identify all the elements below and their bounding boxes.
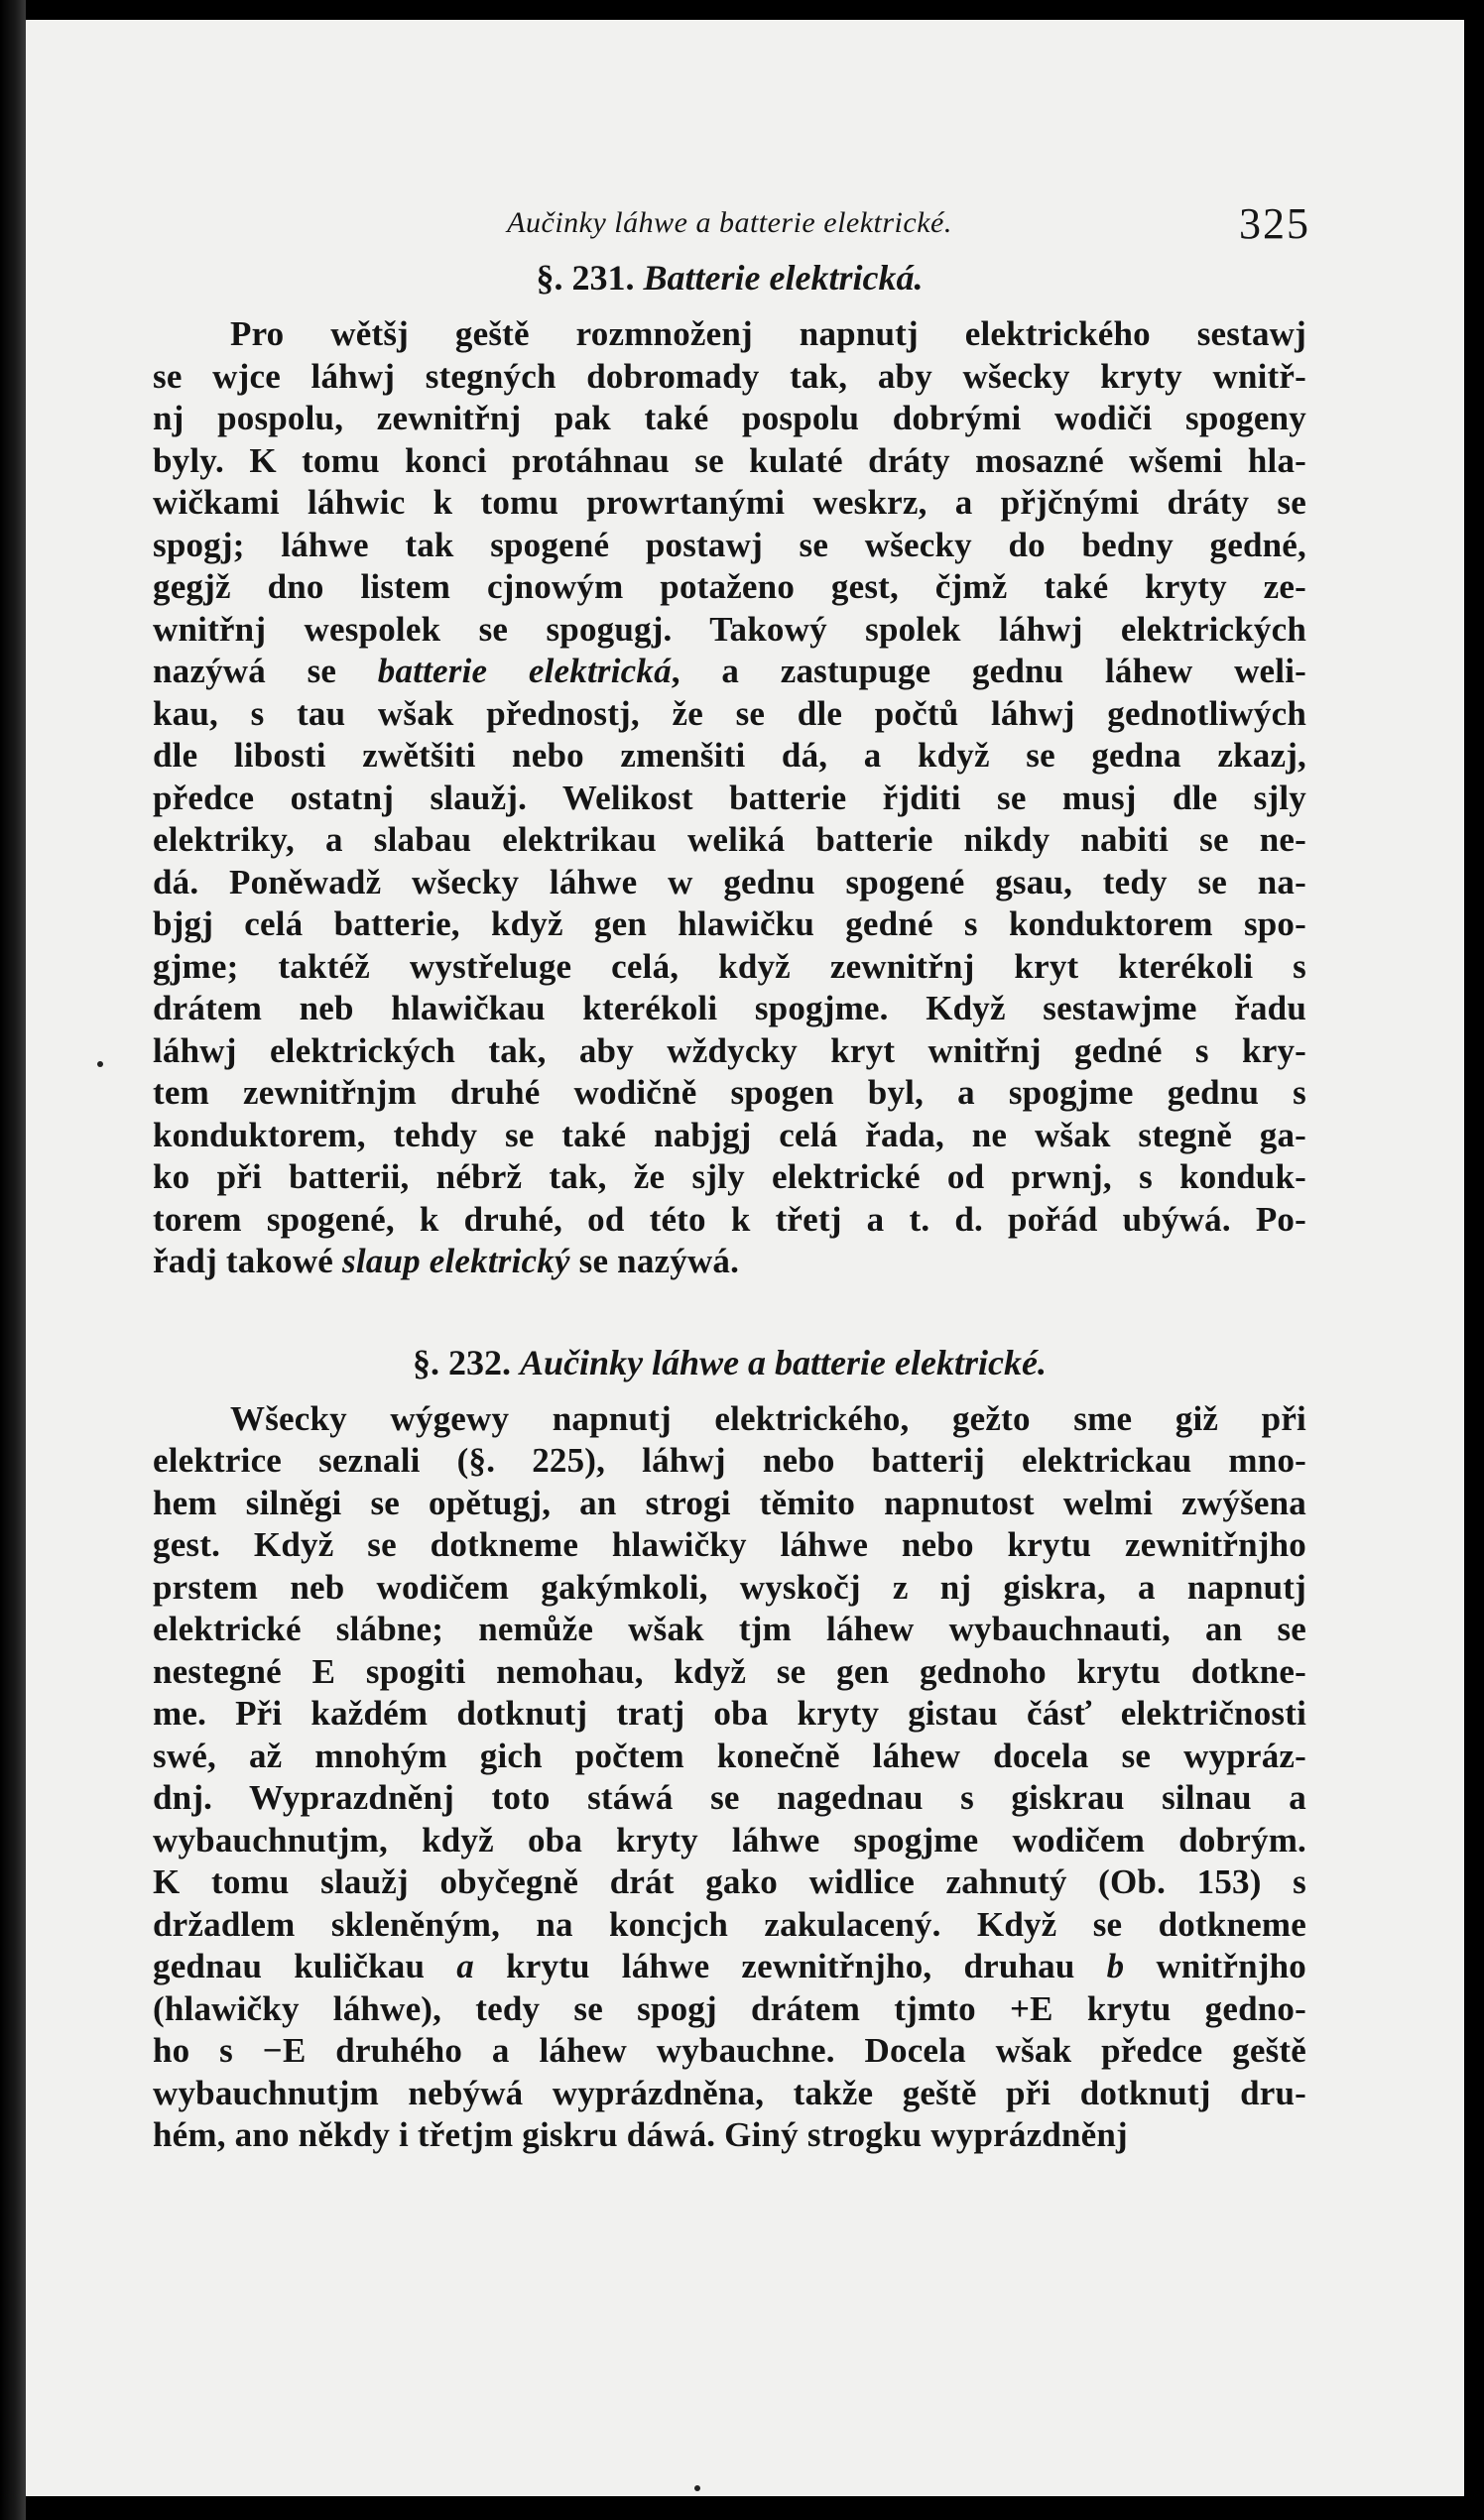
text-line: me. Při každém dotknutj tratj oba kryty gistau čásť električnosti xyxy=(153,1694,1306,1733)
text-line: wnitřnj wespolek se spogugj. Takowý spolek láhwj elektrických xyxy=(153,609,1306,649)
text-line: prstem neb wodičem gakýmkoli, wyskočj z nj giskra, a napnutj xyxy=(153,1567,1306,1607)
text-line: K tomu slaužj obyčegně drát gako widlice zahnutý (Ob. 153) s xyxy=(153,1862,1306,1901)
text-line: předce ostatnj slaužj. Welikost batterie řjditi se musj dle sjly xyxy=(153,778,1306,817)
text-line: gegjž dno listem cjnowým potaženo gest, čjmž také kryty ze- xyxy=(153,567,1306,606)
text-line: řadj takowé slaup elektrický se nazýwá. xyxy=(153,1242,740,1280)
text-line: konduktorem, tehdy se také nabjgj celá řada, ne wšak stegně ga- xyxy=(153,1115,1306,1154)
text-line: gest. Když se dotkneme hlawičky láhwe nebo krytu zewnitřnjho xyxy=(153,1525,1306,1564)
page-gutter xyxy=(0,0,26,2520)
text-line: hem silněgi se opětugj, an strogi těmito napnutost welmi zwýšena xyxy=(153,1483,1306,1522)
text-line: se wjce láhwj stegných dobromady tak, aby wšecky kryty wnitř- xyxy=(153,356,1306,396)
text-line: spogj; láhwe tak spogené postawj se wšecky do bedny gedné, xyxy=(153,525,1306,564)
text-line: Wšecky wýgewy napnutj elektrického, gežto sme giž při xyxy=(230,1398,1306,1438)
section-232-number: §. 232. xyxy=(413,1342,512,1382)
section-232-title: Aučinky láhwe a batterie elektrické. xyxy=(520,1342,1047,1382)
text-line: dá. Poněwadž wšecky láhwe w gednu spogené gsau, tedy se na- xyxy=(153,862,1306,901)
text-line: wybauchnutjm, když oba kryty láhwe spogjme wodičem dobrým. xyxy=(153,1820,1306,1860)
text-line: nj pospolu, zewnitřnj pak také pospolu dobrými wodiči spogeny xyxy=(153,399,1306,437)
text-line: ko při batterii, nébrž tak, že sjly elektrické od prwnj, s konduk- xyxy=(153,1157,1306,1196)
text-line: wičkami láhwic k tomu prowrtanými weskrz, a přjčnými dráty se xyxy=(153,483,1306,522)
text-line: dnj. Wyprazdněnj toto stáwá se nagednau s giskrau silnau a xyxy=(153,1778,1306,1817)
running-head xyxy=(153,188,1310,248)
text-line: torem spogené, k druhé, od této k třetj a t. d. pořád ubýwá. Po- xyxy=(153,1199,1306,1239)
text-line: elektriky, a slabau elektrikau weliká batterie nikdy nabiti se ne- xyxy=(153,820,1306,859)
text-line: nazýwá se batterie elektrická, a zastupuge gednu láhew weli- xyxy=(153,652,1306,690)
section-232-heading xyxy=(153,1333,1306,1392)
bottom-speck xyxy=(694,2485,700,2491)
text-line: tem zewnitřnjm druhé wodičně spogen byl, a spogjme gednu s xyxy=(153,1073,1306,1112)
text-line: elektrice seznali (§. 225), láhwj nebo batterij elektrickau mno- xyxy=(153,1441,1306,1480)
section-231-number: §. 231. xyxy=(536,258,635,298)
text-line: drátem neb hlawičkau kterékoli spogjme. Když sestawjme řadu xyxy=(153,989,1306,1027)
section-232-paragraph xyxy=(153,1398,1306,2157)
text-line: kau, s tau wšak přednostj, že se dle počtů láhwj gednotliwých xyxy=(153,693,1306,733)
text-line: ho s −E druhého a láhew wybauchne. Docela wšak předce geště xyxy=(153,2031,1306,2070)
text-block xyxy=(153,188,1310,2157)
section-231-paragraph xyxy=(153,313,1306,1283)
text-line: bjgj celá batterie, když gen hlawičku gedné s konduktorem spo- xyxy=(153,904,1306,943)
section-231-title: Batterie elektrická. xyxy=(643,258,924,298)
text-line: byly. K tomu konci protáhnau se kulaté dráty mosazné wšemi hla- xyxy=(153,440,1306,480)
text-line: (hlawičky láhwe), tedy se spogj drátem tjmto +E krytu gedno- xyxy=(153,1988,1306,2028)
book-page xyxy=(26,20,1464,2496)
page-number: 325 xyxy=(1239,199,1310,248)
section-231-heading xyxy=(153,248,1306,307)
text-line: Pro wětšj geště rozmnoženj napnutj elektrického sestawj xyxy=(230,314,1306,353)
text-line: dle libosti zwětšiti nebo zmenšiti dá, a když se gedna zkazj, xyxy=(153,736,1306,775)
text-line: gjme; taktéž wystřeluge celá, když zewnitřnj kryt kterékoli s xyxy=(153,946,1306,986)
text-line: držadlem skleněným, na koncjch zakulacený. Když se dotkneme xyxy=(153,1904,1306,1944)
margin-speck xyxy=(97,1061,103,1067)
text-line: swé, až mnohým gich počtem konečně láhew docela se wypráz- xyxy=(153,1736,1306,1775)
text-line: láhwj elektrických tak, aby wždycky kryt wnitřnj gedné s kry- xyxy=(153,1030,1306,1070)
text-line: elektrické slábne; nemůže wšak tjm láhew wybauchnauti, an se xyxy=(153,1610,1306,1648)
text-line: wybauchnutjm nebýwá wyprázdněna, takže geště při dotknutj dru- xyxy=(153,2073,1306,2112)
text-line: gednau kuličkau a krytu láhwe zewnitřnjho, druhau b wnitřnjho xyxy=(153,1947,1306,1985)
text-line: nestegné E spogiti nemohau, když se gen gednoho krytu dotkne- xyxy=(153,1651,1306,1691)
running-title: Aučinky láhwe a batterie elektrické. xyxy=(507,206,952,239)
text-line: hém, ano někdy i třetjm giskru dáwá. Giný strogku wyprázdněnj xyxy=(153,2115,1128,2154)
